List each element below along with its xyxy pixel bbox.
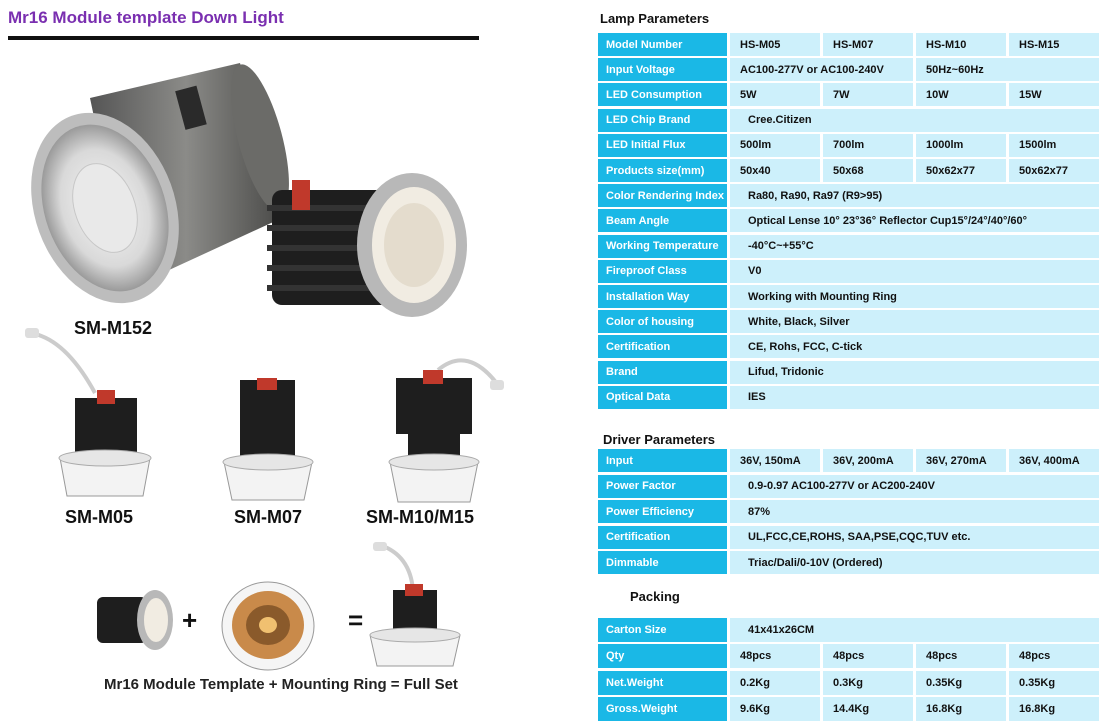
packing-row-value: 48pcs bbox=[916, 644, 1006, 668]
packing-row-value: 0.35Kg bbox=[916, 671, 1006, 695]
lamp-row-label: Color Rendering Index bbox=[598, 184, 727, 207]
packing-row-value: 14.4Kg bbox=[823, 697, 913, 721]
lamp-row-value: HS-M10 bbox=[916, 33, 1006, 56]
lamp-row-value: AC100-277V or AC100-240V bbox=[730, 58, 913, 81]
driver-row bbox=[598, 475, 1102, 498]
mr16-module-image bbox=[262, 170, 472, 330]
lamp-row-label: Beam Angle bbox=[598, 209, 727, 232]
lamp-row bbox=[598, 260, 1102, 283]
lamp-row-value: 1500lm bbox=[1009, 134, 1099, 157]
sm-m07-image bbox=[212, 378, 332, 503]
sm-m05-image bbox=[25, 328, 175, 500]
lamp-row-value: Cree.Citizen bbox=[730, 109, 1099, 132]
product-label-sm-m07: SM-M07 bbox=[234, 507, 303, 527]
driver-row-value: 36V, 270mA bbox=[916, 449, 1006, 472]
lamp-row-value: 15W bbox=[1009, 83, 1099, 106]
lamp-row-label: Fireproof Class bbox=[598, 260, 727, 283]
sm-m152-housing-image bbox=[20, 58, 295, 313]
packing-row-value: 48pcs bbox=[823, 644, 913, 668]
lamp-row bbox=[598, 109, 1102, 132]
lamp-row-value: 700lm bbox=[823, 134, 913, 157]
lamp-row-value: 50x40 bbox=[730, 159, 820, 182]
lamp-row-value: Lifud, Tridonic bbox=[730, 361, 1099, 384]
driver-parameters-title: Driver Parameters bbox=[603, 432, 716, 447]
lamp-row-label: LED Initial Flux bbox=[598, 134, 727, 157]
driver-row-value: 0.9-0.97 AC100-277V or AC200-240V bbox=[730, 475, 1099, 498]
lamp-row bbox=[598, 184, 1102, 207]
assembly-module-image bbox=[95, 585, 175, 655]
lamp-row-value: HS-M05 bbox=[730, 33, 820, 56]
driver-row bbox=[598, 526, 1102, 549]
lamp-parameters-title: Lamp Parameters bbox=[600, 11, 710, 26]
driver-row-label: Power Factor bbox=[598, 475, 727, 498]
lamp-row-value: HS-M07 bbox=[823, 33, 913, 56]
lamp-row-label: Installation Way bbox=[598, 285, 727, 308]
lamp-row-label: LED Chip Brand bbox=[598, 109, 727, 132]
packing-row bbox=[598, 618, 1102, 642]
driver-row-label: Certification bbox=[598, 526, 727, 549]
lamp-row-value: 1000lm bbox=[916, 134, 1006, 157]
lamp-row-value: -40°C~+55°C bbox=[730, 235, 1099, 258]
driver-row-value: 36V, 150mA bbox=[730, 449, 820, 472]
lamp-row-value: V0 bbox=[730, 260, 1099, 283]
lamp-row-value: 500lm bbox=[730, 134, 820, 157]
product-label-sm-m10-m15: SM-M10/M15 bbox=[366, 507, 475, 527]
mounting-ring-image bbox=[218, 580, 318, 672]
lamp-row bbox=[598, 159, 1102, 182]
packing-row-value: 0.35Kg bbox=[1009, 671, 1099, 695]
driver-row-value: 36V, 200mA bbox=[823, 449, 913, 472]
driver-row bbox=[598, 500, 1102, 523]
lamp-row-label: Color of housing bbox=[598, 310, 727, 333]
packing-row-value: 41x41x26CM bbox=[730, 618, 1099, 642]
lamp-row-value: IES bbox=[730, 386, 1099, 409]
lamp-row-label: Certification bbox=[598, 335, 727, 358]
lamp-row-value: HS-M15 bbox=[1009, 33, 1099, 56]
lamp-row bbox=[598, 209, 1102, 232]
packing-row bbox=[598, 671, 1102, 695]
lamp-row bbox=[598, 58, 1102, 81]
lamp-row bbox=[598, 285, 1102, 308]
lamp-row bbox=[598, 386, 1102, 409]
lamp-row-value: 10W bbox=[916, 83, 1006, 106]
packing-row-label: Gross.Weight bbox=[598, 697, 727, 721]
plus-sign: + bbox=[182, 605, 198, 635]
lamp-row-value: 50x62x77 bbox=[1009, 159, 1099, 182]
lamp-row-value: Optical Lense 10° 23°36° Reflector Cup15°/24°/40°/60° bbox=[730, 209, 1099, 232]
packing-row bbox=[598, 644, 1102, 668]
lamp-row-value: White, Black, Silver bbox=[730, 310, 1099, 333]
lamp-row bbox=[598, 235, 1102, 258]
lamp-row bbox=[598, 310, 1102, 333]
lamp-row bbox=[598, 33, 1102, 56]
packing-row-label: Net.Weight bbox=[598, 671, 727, 695]
lamp-row-value: 50x68 bbox=[823, 159, 913, 182]
full-set-image bbox=[365, 540, 465, 670]
product-label-sm-m05: SM-M05 bbox=[65, 507, 134, 527]
lamp-row-label: Products size(mm) bbox=[598, 159, 727, 182]
packing-row-value: 9.6Kg bbox=[730, 697, 820, 721]
packing-row-value: 16.8Kg bbox=[1009, 697, 1099, 721]
lamp-row-value: 7W bbox=[823, 83, 913, 106]
driver-row-value: Triac/Dali/0-10V (Ordered) bbox=[730, 551, 1099, 574]
lamp-row-value: CE, Rohs, FCC, C-tick bbox=[730, 335, 1099, 358]
packing-row-value: 0.3Kg bbox=[823, 671, 913, 695]
lamp-row-value: Ra80, Ra90, Ra97 (R9>95) bbox=[730, 184, 1099, 207]
packing-row bbox=[598, 697, 1102, 721]
lamp-row-value: Working with Mounting Ring bbox=[730, 285, 1099, 308]
lamp-row-value: 50Hz~60Hz bbox=[916, 58, 1099, 81]
lamp-row-label: Optical Data bbox=[598, 386, 727, 409]
packing-row-label: Qty bbox=[598, 644, 727, 668]
lamp-row-value: 50x62x77 bbox=[916, 159, 1006, 182]
packing-row-value: 0.2Kg bbox=[730, 671, 820, 695]
packing-title: Packing bbox=[630, 589, 680, 604]
title-underline bbox=[8, 36, 479, 40]
assembly-caption: Mr16 Module Template + Mounting Ring = Full Set bbox=[104, 676, 458, 693]
lamp-row-label: Input Voltage bbox=[598, 58, 727, 81]
lamp-row-label: LED Consumption bbox=[598, 83, 727, 106]
product-label-sm-m152: SM-M152 bbox=[74, 318, 153, 338]
driver-row-value: UL,FCC,CE,ROHS, SAA,PSE,CQC,TUV etc. bbox=[730, 526, 1099, 549]
lamp-row bbox=[598, 361, 1102, 384]
lamp-row bbox=[598, 83, 1102, 106]
sm-m10-m15-image bbox=[378, 350, 508, 505]
lamp-row-label: Model Number bbox=[598, 33, 727, 56]
driver-row bbox=[598, 551, 1102, 574]
driver-row-value: 87% bbox=[730, 500, 1099, 523]
driver-row-label: Dimmable bbox=[598, 551, 727, 574]
lamp-row bbox=[598, 335, 1102, 358]
driver-row bbox=[598, 449, 1102, 472]
equals-sign: = bbox=[348, 605, 364, 635]
driver-row-value: 36V, 400mA bbox=[1009, 449, 1099, 472]
packing-row-value: 16.8Kg bbox=[916, 697, 1006, 721]
lamp-row-label: Brand bbox=[598, 361, 727, 384]
page-title: Mr16 Module template Down Light bbox=[8, 8, 284, 27]
packing-row-value: 48pcs bbox=[730, 644, 820, 668]
lamp-row-value: 5W bbox=[730, 83, 820, 106]
driver-row-label: Power Efficiency bbox=[598, 500, 727, 523]
driver-row-label: Input bbox=[598, 449, 727, 472]
lamp-row bbox=[598, 134, 1102, 157]
packing-row-value: 48pcs bbox=[1009, 644, 1099, 668]
packing-row-label: Carton Size bbox=[598, 618, 727, 642]
lamp-row-label: Working Temperature bbox=[598, 235, 727, 258]
